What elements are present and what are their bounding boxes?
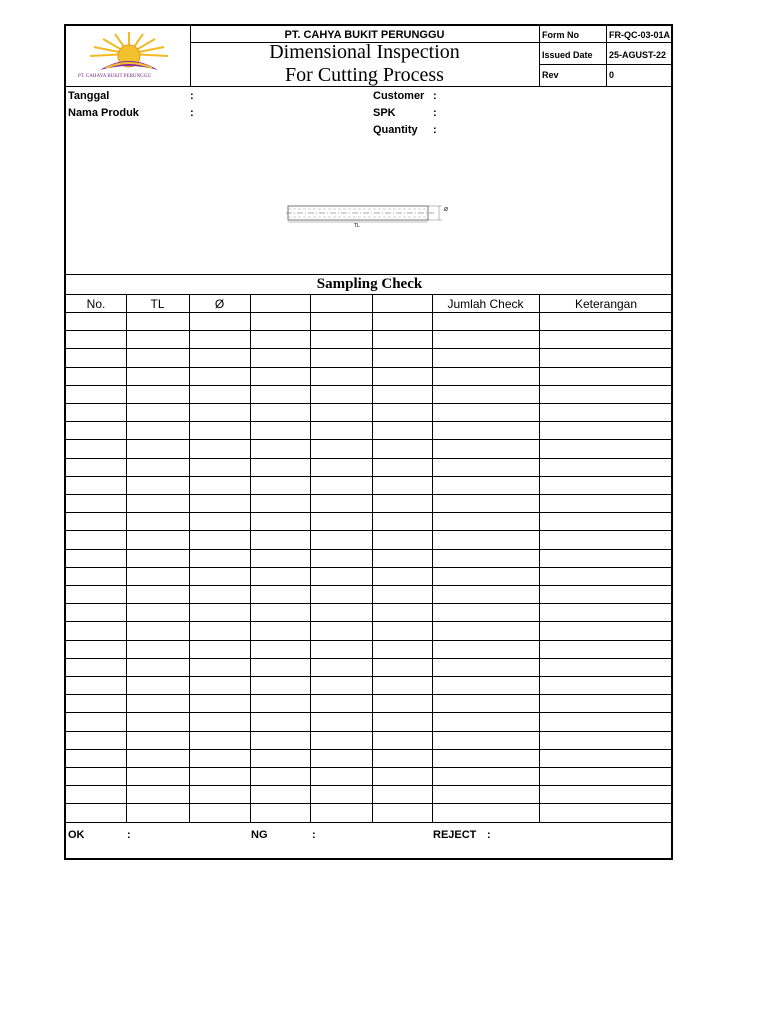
company-logo xyxy=(70,28,188,86)
table-row xyxy=(66,512,673,513)
table-row xyxy=(66,712,673,713)
sampling-check-title: Sampling Check xyxy=(316,276,423,292)
nama-produk-colon: : xyxy=(190,107,194,119)
column-divider xyxy=(250,294,251,822)
table-row xyxy=(66,694,673,695)
issued-date-value: 25-AGUST-22 xyxy=(609,50,667,60)
table-row xyxy=(66,476,673,477)
table-row xyxy=(66,585,673,586)
reject-label: REJECT xyxy=(433,829,477,841)
table-row xyxy=(66,312,673,313)
spk-label: SPK xyxy=(373,107,396,119)
tanggal-colon: : xyxy=(190,90,194,102)
rev-label: Rev xyxy=(542,70,559,80)
table-row xyxy=(66,785,673,786)
table-row xyxy=(66,621,673,622)
form-no-value: FR-QC-03-01A xyxy=(609,30,671,40)
column-divider xyxy=(126,294,127,822)
logo-text: PT. CAHAYA BUKIT PERUNGGU xyxy=(78,74,151,79)
table-row xyxy=(66,385,673,386)
part-drawing xyxy=(284,200,454,230)
table-row xyxy=(66,767,673,768)
table-row xyxy=(66,603,673,604)
table-row xyxy=(66,494,673,495)
diameter-dim-label: Ø xyxy=(444,207,448,213)
rev-value: 0 xyxy=(609,70,615,80)
form-title-line1: Dimensional Inspection xyxy=(269,41,460,63)
quantity-label: Quantity xyxy=(373,124,418,136)
table-row xyxy=(66,567,673,568)
form-title-line2: For Cutting Process xyxy=(285,64,444,86)
column-header: TL xyxy=(150,297,165,311)
table-row xyxy=(66,731,673,732)
spk-colon: : xyxy=(433,107,437,119)
customer-label: Customer xyxy=(373,90,425,102)
ok-label: OK xyxy=(68,829,85,841)
sampling-table xyxy=(66,294,673,824)
inspection-form xyxy=(64,24,673,860)
reject-colon: : xyxy=(487,829,491,841)
table-row xyxy=(66,458,673,459)
issued-date-label: Issued Date xyxy=(542,50,593,60)
table-row xyxy=(66,330,673,331)
form-no-label: Form No xyxy=(542,30,579,40)
table-row xyxy=(66,822,673,823)
ng-colon: : xyxy=(312,829,316,841)
column-divider xyxy=(189,294,190,822)
length-dim-label: TL xyxy=(354,223,360,229)
nama-produk-label: Nama Produk xyxy=(68,107,139,119)
table-row xyxy=(66,403,673,404)
table-row xyxy=(66,676,673,677)
ng-label: NG xyxy=(251,829,268,841)
company-name: PT. CAHYA BUKIT PERUNGGU xyxy=(284,29,445,41)
column-divider xyxy=(539,294,540,822)
ok-colon: : xyxy=(127,829,131,841)
column-divider xyxy=(432,294,433,822)
table-row xyxy=(66,549,673,550)
table-row xyxy=(66,439,673,440)
column-header: Ø xyxy=(214,297,225,311)
tanggal-label: Tanggal xyxy=(68,90,110,102)
table-row xyxy=(66,348,673,349)
table-row xyxy=(66,530,673,531)
table-row xyxy=(66,803,673,804)
column-header: No. xyxy=(86,297,106,311)
column-header: Jumlah Check xyxy=(447,297,524,311)
table-row xyxy=(66,421,673,422)
customer-colon: : xyxy=(433,90,437,102)
quantity-colon: : xyxy=(433,124,437,136)
table-row xyxy=(66,749,673,750)
column-header: Keterangan xyxy=(574,297,638,311)
column-divider xyxy=(372,294,373,822)
table-row xyxy=(66,367,673,368)
column-divider xyxy=(310,294,311,822)
table-row xyxy=(66,658,673,659)
table-row xyxy=(66,640,673,641)
cylinder-drawing-icon xyxy=(284,200,454,230)
